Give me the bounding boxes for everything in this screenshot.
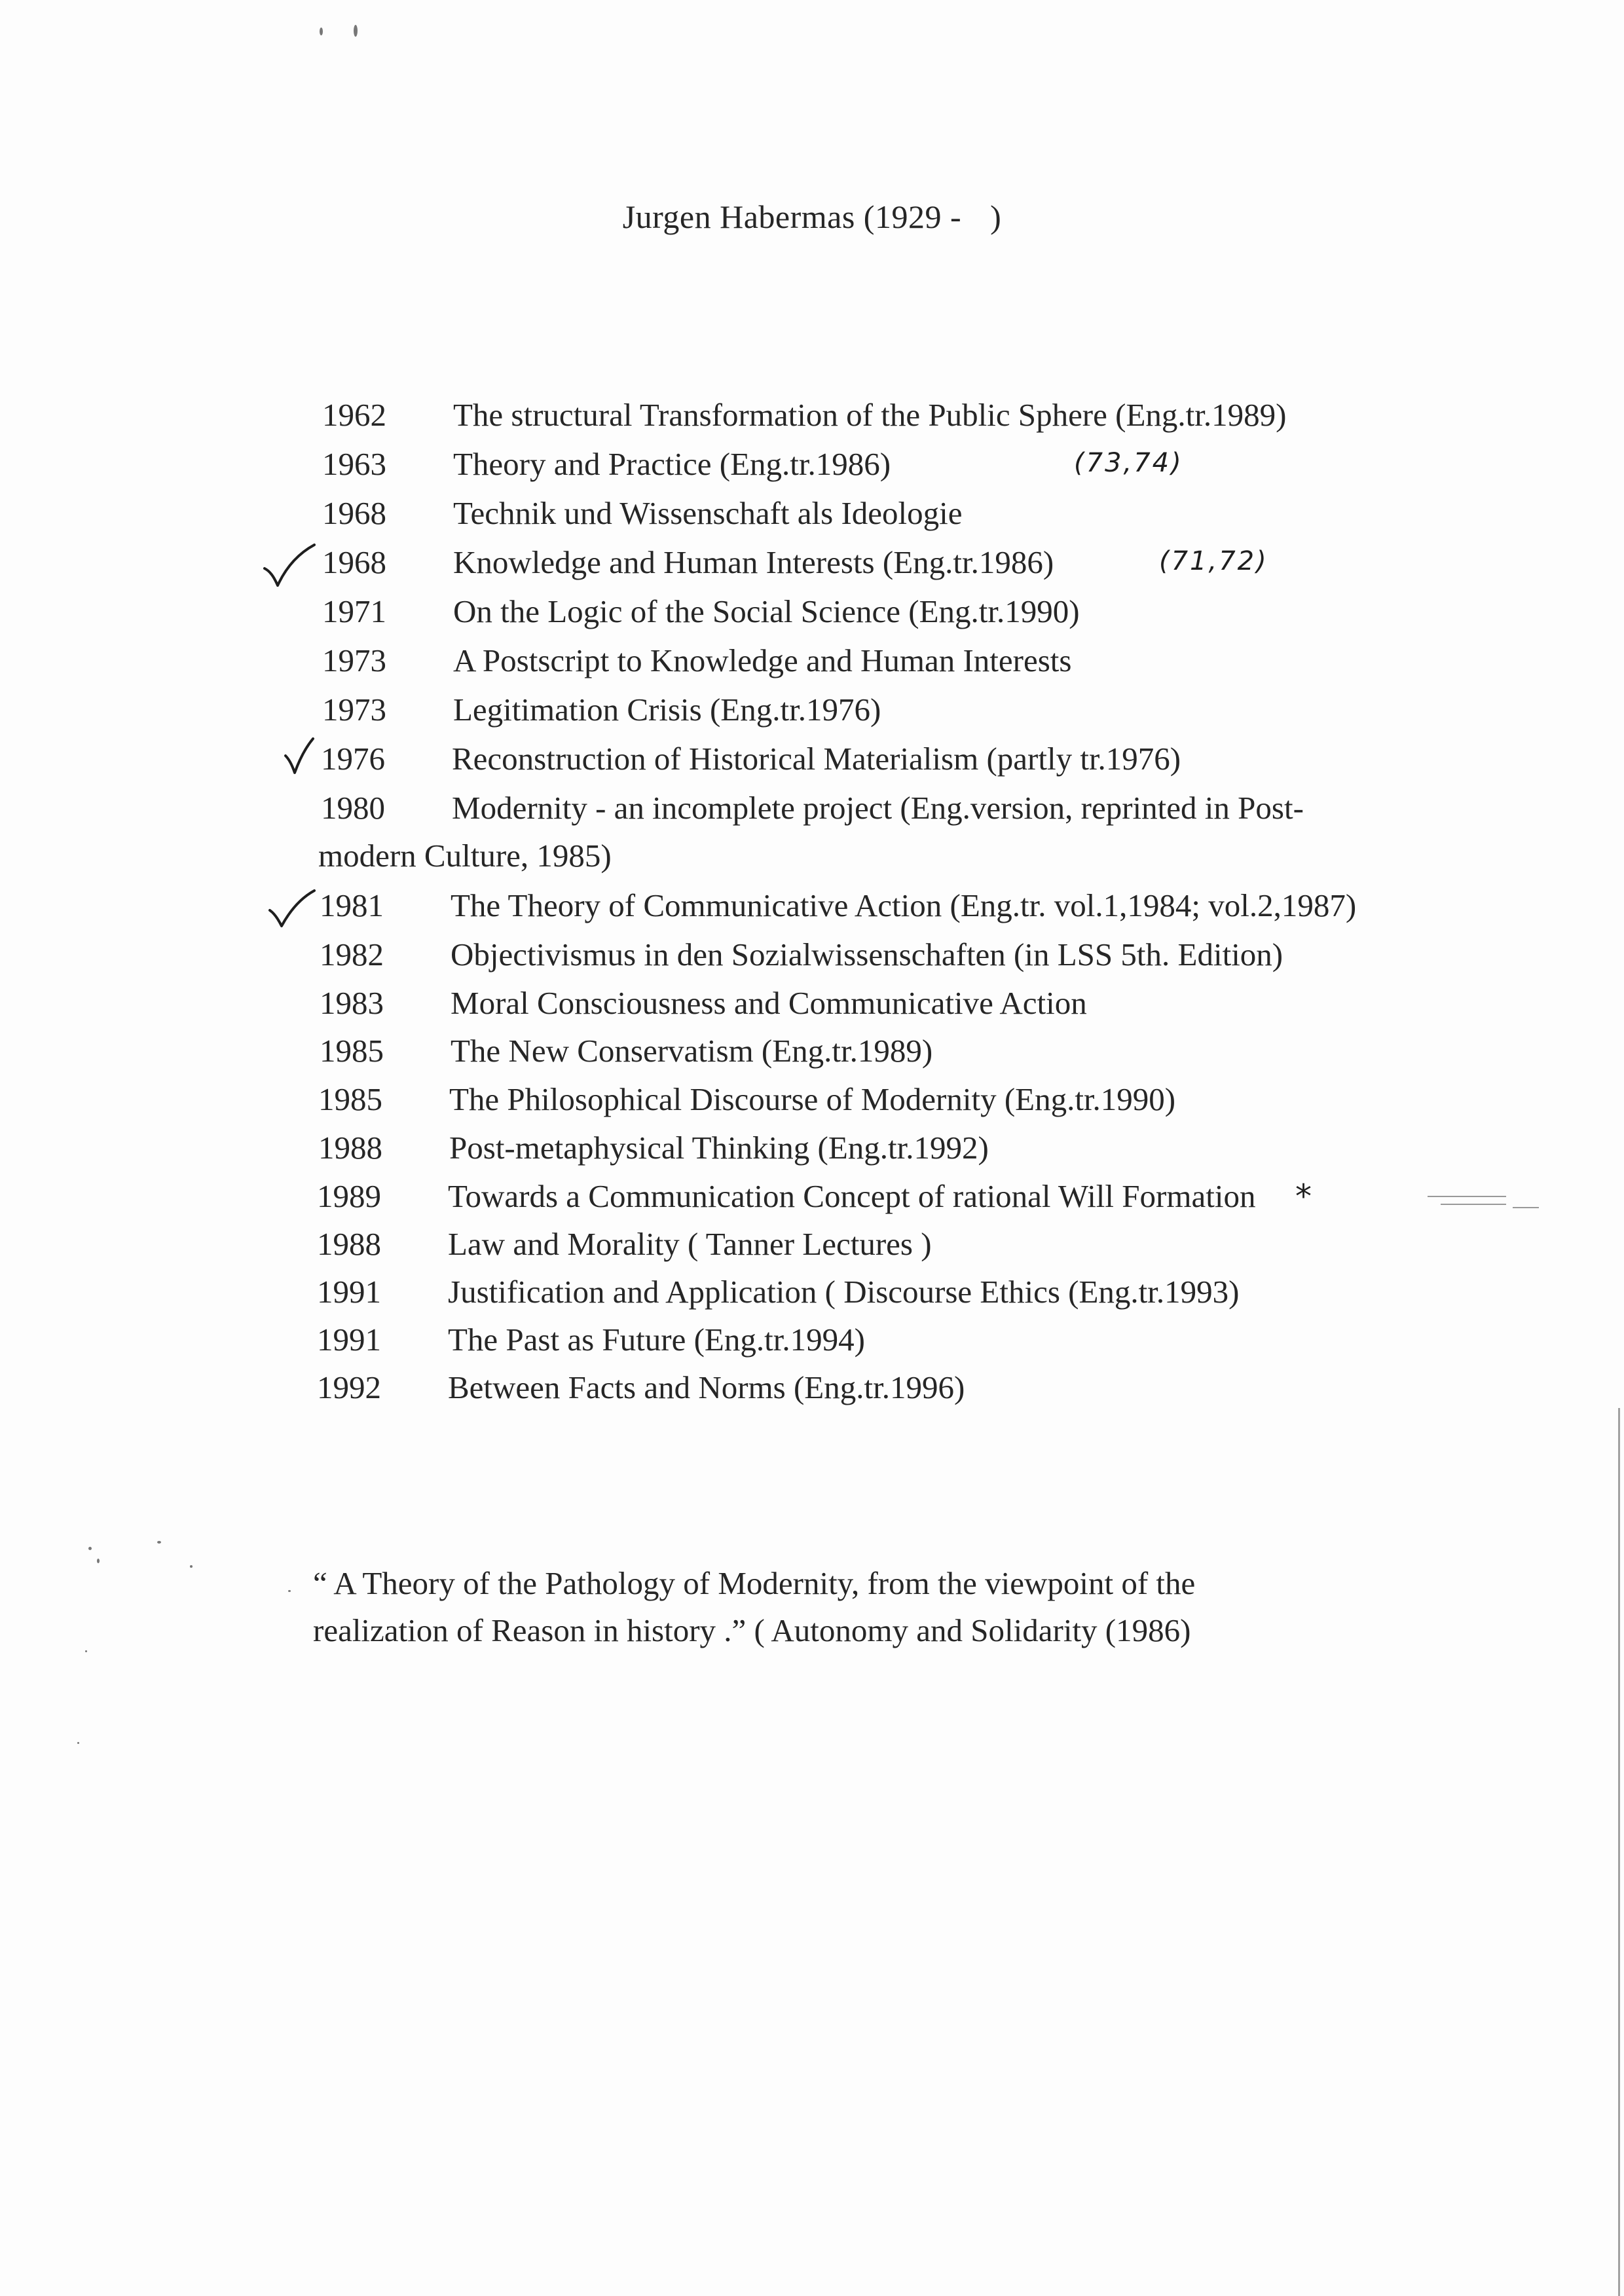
- page-edge-shadow: [1618, 1408, 1620, 2296]
- work-year: 1985: [320, 1033, 384, 1069]
- work-year: 1991: [317, 1322, 381, 1358]
- work-title: Legitimation Crisis (Eng.tr.1976): [453, 692, 881, 728]
- work-year: 1988: [317, 1226, 381, 1262]
- scan-speck: [157, 1541, 161, 1544]
- handwritten-asterisk: *: [1295, 1177, 1312, 1215]
- work-year: 1989: [317, 1178, 381, 1214]
- scan-speck: [190, 1565, 193, 1568]
- work-title: Modernity - an incomplete project (Eng.version, reprinted in Post-: [452, 790, 1304, 826]
- scan-speck: [288, 1590, 291, 1592]
- title-main: Jurgen Habermas (1929 -: [622, 198, 962, 235]
- scan-speck: [85, 1650, 87, 1652]
- work-title: Post-metaphysical Thinking (Eng.tr.1992): [449, 1130, 989, 1166]
- scan-smudge: [1513, 1207, 1539, 1208]
- work-year: 1968: [322, 495, 386, 531]
- work-year: 1971: [322, 593, 386, 629]
- work-title: Theory and Practice (Eng.tr.1986): [453, 446, 891, 482]
- work-year: 1983: [320, 985, 384, 1021]
- work-title: Between Facts and Norms (Eng.tr.1996): [448, 1369, 965, 1405]
- work-year: 1968: [322, 544, 386, 580]
- page-title: [0, 198, 1624, 236]
- checkmark-icon: [283, 736, 316, 775]
- checkmark-icon: [267, 888, 317, 929]
- scan-speck: [88, 1547, 92, 1550]
- work-title: The Theory of Communicative Action (Eng.tr. vol.1,1984; vol.2,1987): [451, 887, 1357, 923]
- work-title: The Past as Future (Eng.tr.1994): [448, 1322, 865, 1358]
- work-title: Objectivismus in den Sozialwissenschaften (in LSS 5th. Edition): [451, 936, 1283, 972]
- title-closing-paren: ): [990, 198, 1002, 235]
- work-title: The structural Transformation of the Public Sphere (Eng.tr.1989): [453, 397, 1287, 433]
- work-year: 1963: [322, 446, 386, 482]
- work-title: Moral Consciousness and Communicative Action: [451, 985, 1087, 1021]
- work-year: 1985: [318, 1081, 382, 1117]
- work-year: 1982: [320, 936, 384, 972]
- work-year: 1981: [320, 887, 384, 923]
- work-year: 1973: [322, 642, 386, 678]
- work-year: 1992: [317, 1369, 381, 1405]
- work-title: A Postscript to Knowledge and Human Interests: [453, 642, 1072, 678]
- work-title: Justification and Application ( Discourse Ethics (Eng.tr.1993): [448, 1274, 1240, 1310]
- work-year: 1976: [321, 741, 385, 777]
- work-title: The New Conservatism (Eng.tr.1989): [451, 1033, 933, 1069]
- work-title: Technik und Wissenschaft als Ideologie: [453, 495, 963, 531]
- scan-speck: [77, 1742, 79, 1744]
- handwritten-note: (71,72): [1159, 546, 1268, 576]
- work-year: 1980: [321, 790, 385, 826]
- work-title: Reconstruction of Historical Materialism (partly tr.1976): [452, 741, 1181, 777]
- checkmark-icon: [262, 542, 317, 589]
- scan-smudge: [1441, 1204, 1506, 1205]
- scan-smudge: [1428, 1196, 1506, 1197]
- work-year: 1988: [318, 1130, 382, 1166]
- work-year: 1962: [322, 397, 386, 433]
- work-title: Law and Morality ( Tanner Lectures ): [448, 1226, 932, 1262]
- work-title-continuation: modern Culture, 1985): [318, 838, 612, 874]
- handwritten-note: (73,74): [1074, 448, 1183, 478]
- closing-quote: [313, 1560, 1195, 1654]
- work-year: 1973: [322, 692, 386, 728]
- quote-line: realization of Reason in history .” ( Autonomy and Solidarity (1986): [313, 1612, 1191, 1648]
- work-title: On the Logic of the Social Science (Eng.tr.1990): [453, 593, 1080, 629]
- quote-line: “ A Theory of the Pathology of Modernity, from the viewpoint of the: [313, 1565, 1196, 1601]
- work-year: 1991: [317, 1274, 381, 1310]
- work-title: Towards a Communication Concept of rational Will Formation: [448, 1178, 1256, 1214]
- work-title: Knowledge and Human Interests (Eng.tr.1986): [453, 544, 1054, 580]
- work-title: The Philosophical Discourse of Modernity (Eng.tr.1990): [449, 1081, 1176, 1117]
- scan-speck: [354, 25, 358, 37]
- scan-speck: [320, 28, 323, 35]
- scan-speck: [97, 1559, 100, 1563]
